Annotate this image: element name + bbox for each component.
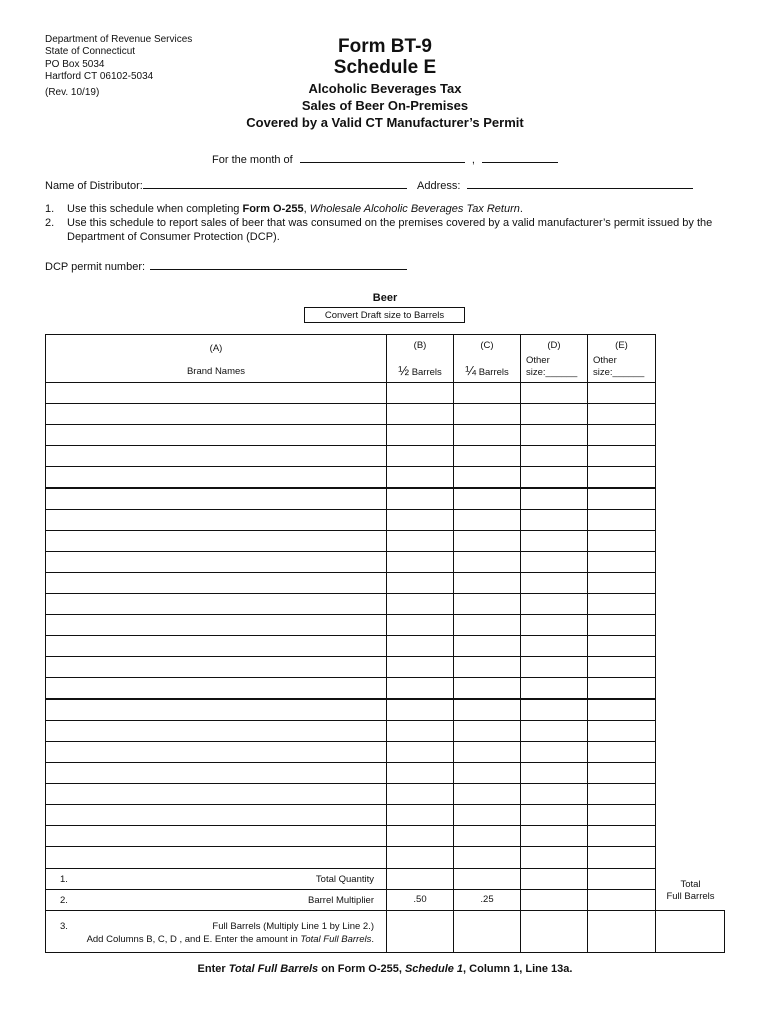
col-b-input[interactable] [386,635,454,657]
subtitle-permit: Covered by a Valid CT Manufacturer’s Permit [246,115,524,130]
col-c-input[interactable] [453,741,521,763]
col-b-input[interactable] [386,593,454,615]
col-e-input[interactable] [587,720,656,742]
col-c-input[interactable] [453,804,521,826]
col-b-input[interactable] [386,720,454,742]
brand-name-input[interactable] [45,382,387,404]
schedule-title: Schedule E [333,57,437,78]
col-e-input[interactable] [587,825,656,847]
col-e-input[interactable] [587,572,656,594]
line-number: 1. [60,874,68,885]
month-separator: , [471,154,475,166]
month-label: For the month of [212,154,293,166]
brand-name-input[interactable] [45,488,387,510]
col-e-input[interactable] [587,593,656,615]
col-d-input[interactable] [520,677,588,699]
col-c-input[interactable] [453,783,521,805]
total-full-barrels-input[interactable] [655,910,725,953]
col-c-input[interactable] [453,403,521,425]
revision-date: (Rev. 10/19) [45,87,100,99]
line-label: Full Barrels (Multiply Line 1 by Line 2.) [212,921,374,932]
brand-name-input[interactable] [45,509,387,531]
instruction-item [45,216,735,244]
col-e-input[interactable] [587,656,656,678]
col-c-input[interactable] [453,846,521,869]
brand-name-input[interactable] [45,593,387,615]
col-c-input[interactable] [453,551,521,573]
col-d-input[interactable] [520,656,588,678]
line1-e-input[interactable] [587,868,656,890]
col-b-input[interactable] [386,656,454,678]
col-c-header [453,334,521,383]
col-label: Brand Names [186,366,246,377]
distributor-row [45,177,407,192]
brand-name-input[interactable] [45,825,387,847]
dcp-permit-input[interactable] [150,258,407,270]
dcp-label: DCP permit number: [45,261,146,273]
col-c-input[interactable] [453,656,521,678]
col-d-input[interactable] [520,488,588,510]
brand-name-input[interactable] [45,614,387,636]
section-title: Beer [372,292,398,304]
col-b-input[interactable] [386,488,454,510]
line-number: 3. [60,921,68,932]
col-e-input[interactable] [587,403,656,425]
line2-c-multiplier: .25 [453,889,521,911]
line3-d-input[interactable] [520,910,588,953]
instructions [45,202,735,244]
dcp-permit-row [45,258,407,273]
brand-name-input[interactable] [45,699,387,721]
col-e-input[interactable] [587,530,656,552]
col-label: Other size:______ [593,355,645,378]
col-d-header [520,334,588,383]
brand-name-input[interactable] [45,677,387,699]
footer-instruction: Enter Total Full Barrels on Form O-255, Schedule 1, Column 1, Line 13a. [197,963,573,975]
col-d-input[interactable] [520,635,588,657]
col-b-input[interactable] [386,762,454,784]
total-full-barrels-label: Total Full Barrels [666,879,715,902]
col-d-input[interactable] [520,783,588,805]
month-row [0,151,770,166]
col-c-input[interactable] [453,825,521,847]
col-d-input[interactable] [520,846,588,869]
col-e-input[interactable] [587,466,656,488]
col-letter: (A) [209,343,223,354]
col-b-input[interactable] [386,509,454,531]
col-d-input[interactable] [520,551,588,573]
col-d-input[interactable] [520,804,588,826]
col-c-input[interactable] [453,509,521,531]
col-c-input[interactable] [453,382,521,404]
agency-line: State of Connecticut [45,46,136,58]
line1-c-input[interactable] [453,868,521,890]
col-b-input[interactable] [386,783,454,805]
line2-label-cell [45,889,387,911]
col-e-input[interactable] [587,846,656,869]
month-input[interactable] [300,151,465,163]
col-c-input[interactable] [453,635,521,657]
year-input[interactable] [482,151,558,163]
col-label: Other size:______ [526,355,578,378]
address-input[interactable] [467,177,693,189]
brand-name-input[interactable] [45,783,387,805]
col-d-input[interactable] [520,762,588,784]
line3-e-input[interactable] [587,910,656,953]
col-c-input[interactable] [453,614,521,636]
col-label: ¼ Barrels [465,363,509,378]
col-c-input[interactable] [453,424,521,446]
address-row [417,177,693,192]
col-e-header [587,334,656,383]
col-b-input[interactable] [386,424,454,446]
col-b-input[interactable] [386,741,454,763]
col-d-input[interactable] [520,699,588,721]
col-d-input[interactable] [520,509,588,531]
col-e-input[interactable] [587,635,656,657]
brand-name-input[interactable] [45,656,387,678]
brand-name-input[interactable] [45,804,387,826]
form-title-block [0,36,770,131]
col-b-input[interactable] [386,403,454,425]
col-b-input[interactable] [386,530,454,552]
col-e-input[interactable] [587,445,656,467]
col-e-input[interactable] [587,699,656,721]
col-c-input[interactable] [453,466,521,488]
col-b-input[interactable] [386,614,454,636]
col-b-input[interactable] [386,846,454,869]
form-title: Form BT-9 [338,36,432,57]
col-c-input[interactable] [453,762,521,784]
col-b-input[interactable] [386,677,454,699]
col-d-input[interactable] [520,466,588,488]
subtitle-sales: Sales of Beer On-Premises [301,98,469,113]
col-label: ½ Barrels [398,363,442,378]
col-c-input[interactable] [453,530,521,552]
line1-label-cell [45,868,387,890]
brand-name-input[interactable] [45,530,387,552]
line3-sub-label: Add Columns B, C, D , and E. Enter the amount in Total Full Barrels. [86,934,374,945]
instruction-number: 1. [45,203,55,215]
col-e-input[interactable] [587,614,656,636]
col-b-input[interactable] [386,466,454,488]
col-b-input[interactable] [386,572,454,594]
col-b-input[interactable] [386,445,454,467]
col-d-input[interactable] [520,614,588,636]
col-d-input[interactable] [520,382,588,404]
brand-name-input[interactable] [45,762,387,784]
col-d-input[interactable] [520,424,588,446]
col-d-input[interactable] [520,403,588,425]
line2-d-input[interactable] [520,889,588,911]
col-d-input[interactable] [520,720,588,742]
instruction-text: Use this schedule when completing Form O-255, Wholesale Alcoholic Beverages Tax Return. [67,203,523,215]
col-c-input[interactable] [453,699,521,721]
line1-b-input[interactable] [386,868,454,890]
distributor-input[interactable] [143,177,407,189]
agency-line: PO Box 5034 [45,58,105,70]
col-d-input[interactable] [520,530,588,552]
col-c-input[interactable] [453,677,521,699]
col-b-input[interactable] [386,699,454,721]
col-c-input[interactable] [453,488,521,510]
col-b-input[interactable] [386,825,454,847]
agency-line: Department of Revenue Services [45,34,193,45]
col-letter: (B) [413,340,427,351]
col-letter: (E) [615,340,628,351]
line2-e-input[interactable] [587,889,656,911]
col-e-input[interactable] [587,551,656,573]
col-d-input[interactable] [520,593,588,615]
brand-name-input[interactable] [45,424,387,446]
distributor-label: Name of Distributor: [45,180,143,192]
col-c-input[interactable] [453,572,521,594]
line-number: 2. [60,895,68,906]
col-e-input[interactable] [587,424,656,446]
col-e-input[interactable] [587,677,656,699]
col-e-input[interactable] [587,382,656,404]
brand-name-input[interactable] [45,741,387,763]
col-c-input[interactable] [453,593,521,615]
col-a-header [45,334,387,383]
brand-name-input[interactable] [45,466,387,488]
col-e-input[interactable] [587,762,656,784]
col-b-input[interactable] [386,382,454,404]
instruction-text: Use this schedule to report sales of beer that was consumed on the premises covered by a valid manufacturer’s permit issued by the Department of Consumer Protection (DCP). [67,217,713,243]
line2-b-multiplier: .50 [386,889,454,911]
brand-name-input[interactable] [45,720,387,742]
col-e-input[interactable] [587,488,656,510]
address-label: Address: [417,180,461,192]
line3-c-input[interactable] [453,910,521,953]
instruction-number: 2. [45,217,55,229]
col-d-input[interactable] [520,825,588,847]
brand-name-input[interactable] [45,635,387,657]
col-e-input[interactable] [587,741,656,763]
col-c-input[interactable] [453,720,521,742]
brand-name-input[interactable] [45,551,387,573]
line-label: Barrel Multiplier [308,895,374,906]
col-d-input[interactable] [520,572,588,594]
col-letter: (D) [547,340,561,351]
col-d-input[interactable] [520,445,588,467]
brand-name-input[interactable] [45,846,387,869]
col-letter: (C) [480,340,494,351]
line3-b-input[interactable] [386,910,454,953]
line3-label-cell [45,910,387,953]
col-c-input[interactable] [453,445,521,467]
col-b-header [386,334,454,383]
col-d-input[interactable] [520,741,588,763]
agency-line: Hartford CT 06102-5034 [45,70,154,82]
brand-name-input[interactable] [45,572,387,594]
col-e-input[interactable] [587,783,656,805]
col-b-input[interactable] [386,551,454,573]
brand-name-input[interactable] [45,445,387,467]
col-b-input[interactable] [386,804,454,826]
convert-note: Convert Draft size to Barrels [304,307,465,323]
line1-d-input[interactable] [520,868,588,890]
brand-name-input[interactable] [45,403,387,425]
col-e-input[interactable] [587,509,656,531]
col-e-input[interactable] [587,804,656,826]
instruction-item [45,202,735,216]
subtitle-tax: Alcoholic Beverages Tax [308,81,462,96]
line-label: Total Quantity [315,874,374,885]
